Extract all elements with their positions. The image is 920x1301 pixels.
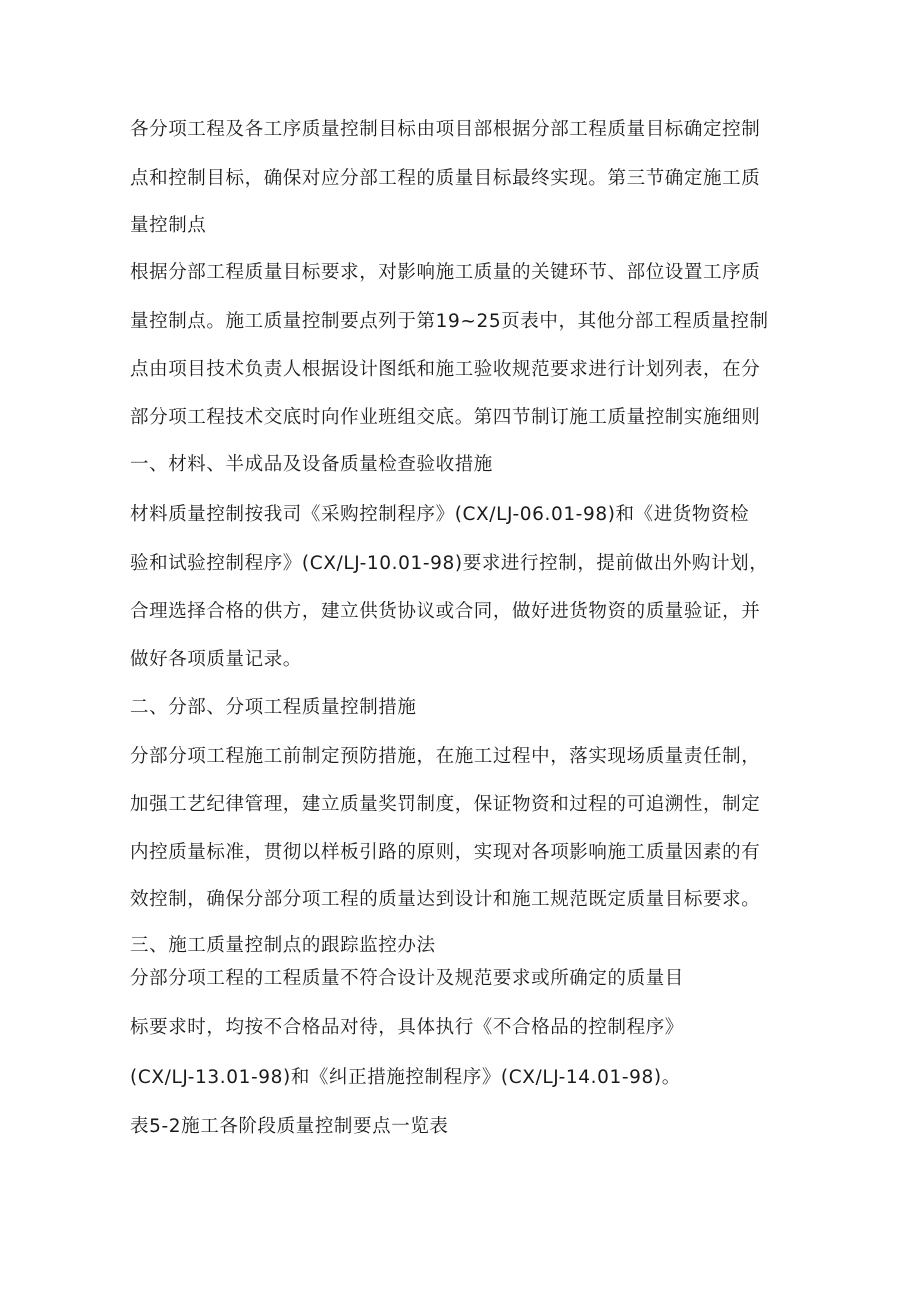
text-line-16: 内控质量标准，贯彻以样板引路的原则，实现对各项影响施工质量因素的有 — [130, 842, 761, 863]
text-line-15: 加强工艺纪律管理，建立质量奖罚制度，保证物资和过程的可追溯性，制定 — [130, 794, 761, 815]
section-heading-2: 二、分部、分项工程质量控制措施 — [130, 697, 417, 718]
text-line-1: 各分项工程及各工序质量控制目标由项目部根据分部工程质量目标确定控制 — [130, 119, 761, 140]
text-line-6: 点由项目技术负责人根据设计图纸和施工验收规范要求进行计划列表，在分 — [130, 359, 761, 380]
text-line-7: 部分项工程技术交底时向作业班组交底。第四节制订施工质量控制实施细则 — [130, 407, 761, 428]
text-line-14: 分部分项工程施工前制定预防措施，在施工过程中，落实现场质量责任制， — [130, 746, 761, 767]
text-line-10: 验和试验控制程序》(CX/LJ-10.01-98)要求进行控制，提前做出外购计划， — [130, 553, 769, 574]
text-line-4: 根据分部工程质量目标要求，对影响施工质量的关键环节、部位设置工序质 — [130, 262, 761, 283]
section-heading-1: 一、材料、半成品及设备质量检查验收措施 — [130, 454, 493, 475]
text-line-11: 合理选择合格的供方，建立供货协议或合同，做好进货物资的质量验证，并 — [130, 601, 761, 622]
text-line-17: 效控制，确保分部分项工程的质量达到设计和施工规范既定质量目标要求。 — [130, 889, 761, 910]
text-line-3: 量控制点 — [130, 215, 207, 236]
text-line-5: 量控制点。施工质量控制要点列于第19~25页表中，其他分部工程质量控制 — [130, 311, 769, 332]
text-line-19: 分部分项工程的工程质量不符合设计及规范要求或所确定的质量目 — [130, 968, 684, 989]
text-line-2: 点和控制目标，确保对应分部工程的质量目标最终实现。第三节确定施工质 — [130, 168, 761, 189]
text-line-21: (CX/LJ-13.01-98)和《纠正措施控制程序》(CX/LJ-14.01-98)。 — [130, 1067, 681, 1088]
text-line-20: 标要求时，均按不合格品对待，具体执行《不合格品的控制程序》 — [130, 1017, 684, 1038]
text-line-12: 做好各项质量记录。 — [130, 649, 302, 670]
table-caption: 表5-2施工各阶段质量控制要点一览表 — [130, 1116, 449, 1137]
section-heading-3: 三、施工质量控制点的跟踪监控办法 — [130, 935, 436, 956]
text-line-9: 材料质量控制按我司《采购控制程序》(CX/LJ-06.01-98)和《进货物资检 — [130, 504, 750, 525]
